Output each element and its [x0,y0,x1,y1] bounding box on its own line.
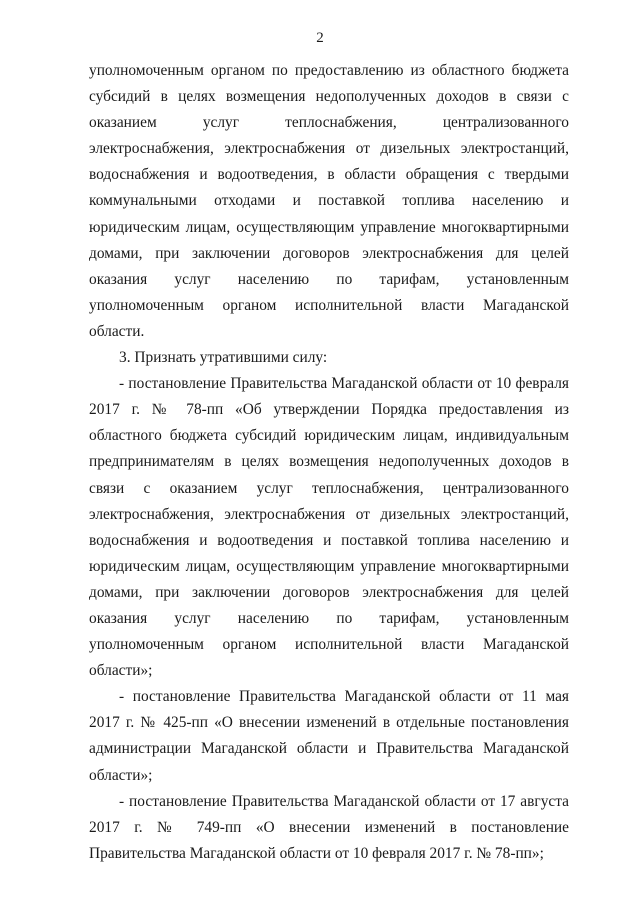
page-number: 2 [316,30,324,46]
document-body [89,58,569,867]
paragraph-item-3: 3. Признать утратившими силу: [119,349,328,367]
paragraph-repealed-749pp: - постановление Правительства Магаданской области от 17 августа 2017 г. № 749-пп «О внесении изменений в постановление Правительства Магаданской области от 10 февраля 2017 г. № 78-пп»; [89,792,569,862]
paragraph-repealed-78pp: - постановление Правительства Магаданской области от 10 февраля 2017 г. № 78-пп «Об утверждении Порядка предоставления из областного бюджета субсидий юридическим лицам, индивидуальным предпринимателям в целях возмещения недополученных доходов в связи с оказанием услуг теплоснабжения, централизованного электроснабжения, электроснабжения от дизельных электростанций, водоснабжения и водоотведения и поставкой топлива населению и юридическим лицам, осуществляющим управление многоквартирными домами, при заключении договоров электроснабжения для целей оказания услуг населению по тарифам, установленным уполномоченным органом исполнительной власти Магаданской области»; [89,375,569,680]
paragraph-repealed-425pp: - постановление Правительства Магаданской области от 11 мая 2017 г. № 425-пп «О внесении изменений в отдельные постановления администрации Магаданской области и Правительства Магаданской области»; [89,688,569,784]
paragraph-continuation: уполномоченным органом по предоставлению из областного бюджета субсидий в целях возмещения недополученных доходов в связи с оказанием услуг теплоснабжения, централизованного электроснабжения, электроснабжения от дизельных электростанций, водоснабжения и водоотведения, в области обращения с твердыми коммунальными отходами и поставкой топлива населению и юридическим лицам, осуществляющим управление многоквартирными домами, при заключении договоров электроснабжения для целей оказания услуг населению по тарифам, установленным уполномоченным органом исполнительной власти Магаданской области. [89,62,569,340]
